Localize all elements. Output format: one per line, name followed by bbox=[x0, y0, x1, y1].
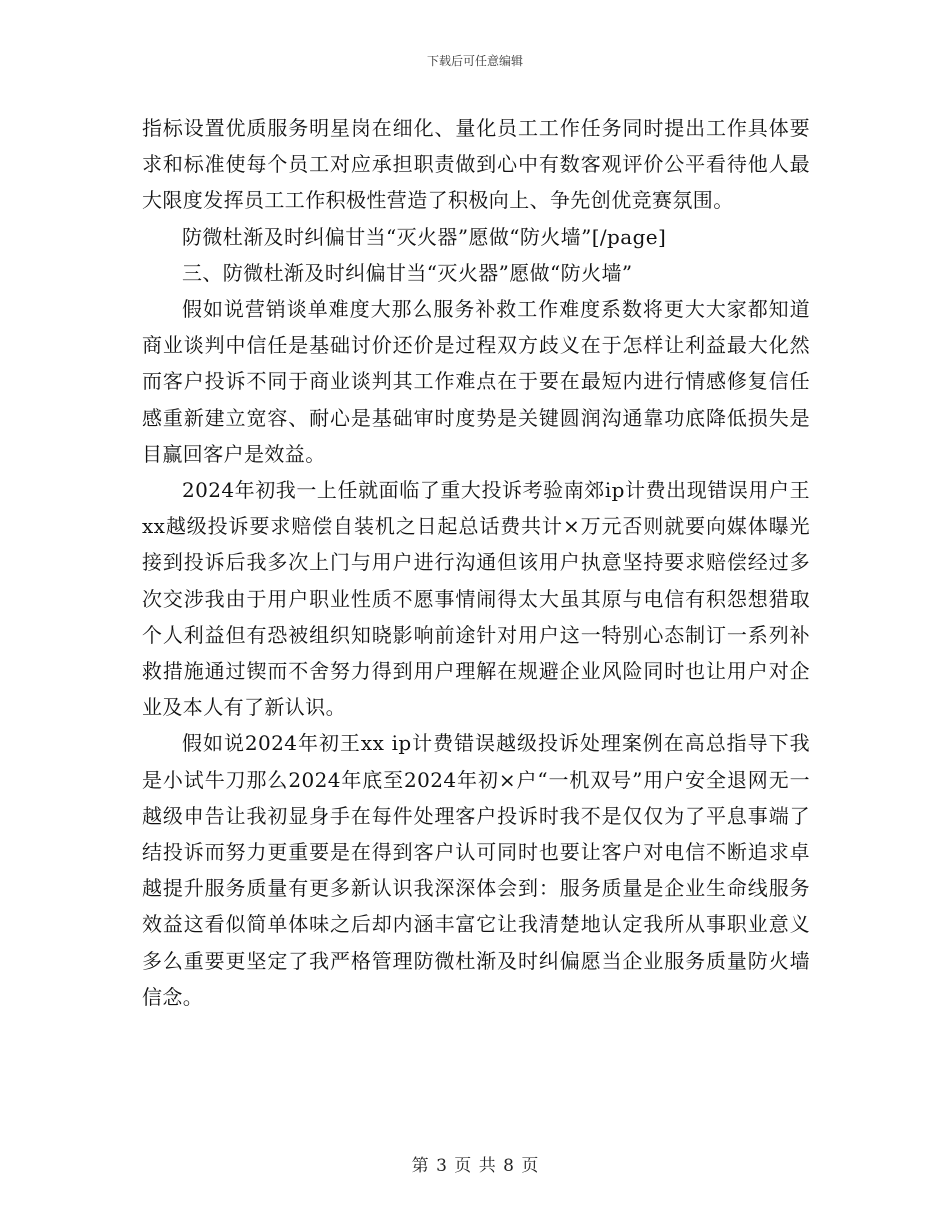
paragraph-4: 2024年初我一上任就面临了重大投诉考验南郊ip计费出现错误用户王xx越级投诉要求赔偿自装机之日起总话费共计×万元否则就要向媒体曝光接到投诉后我多次上门与用户进行沟通但该用户执意坚持要求赔偿经过多次交涉我由于用户职业性质不愿事情闹得太大虽其原与电信有积怨想猎取个人利益但有恐被组织知晓影响前途针对用户这一特别心态制订一系列补救措施通过锲而不舍努力得到用户理解在规避企业风险同时也让用户对企业及本人有了新认识。 bbox=[142, 478, 810, 720]
document-body bbox=[142, 110, 810, 1015]
paragraph-2: 防微杜渐及时纠偏甘当“灭火器”愿做“防火墙”[/page] bbox=[182, 224, 667, 249]
page-number-footer: 第 3 页 共 8 页 bbox=[411, 1156, 539, 1176]
paragraph-3: 假如说营销谈单难度大那么服务补救工作难度系数将更大大家都知道商业谈判中信任是基础讨价还价是过程双方歧义在于怎样让利益最大化然而客户投诉不同于商业谈判其工作难点在于要在最短内进行情感修复信任感重新建立宽容、耐心是基础审时度势是关键圆润沟通靠功底降低损失是目赢回客户是效益。 bbox=[142, 297, 810, 466]
paragraph-5: 假如说2024年初王xx ip计费错误越级投诉处理案例在高总指导下我是小试牛刀那么2024年底至2024年初×户“一机双号”用户安全退网无一越级申告让我初显身手在每件处理客户投诉时我不是仅仅为了平息事端了结投诉而努力更重要是在得到客户认可同时也要让客户对电信不断追求卓越提升服务质量有更多新认识我深深体会到：服务质量是企业生命线服务效益这看似简单体味之后却内涵丰富它让我清楚地认定我所从事职业意义多么重要更坚定了我严格管理防微杜渐及时纠偏愿当企业服务质量防火墙信念。 bbox=[142, 731, 810, 1009]
page-header: 下载后可任意编辑 bbox=[426, 54, 523, 68]
section-heading: 三、防微杜渐及时纠偏甘当“灭火器”愿做“防火墙” bbox=[182, 260, 633, 285]
paragraph-1: 指标设置优质服务明星岗在细化、量化员工工作任务同时提出工作具体要求和标准使每个员工对应承担职责做到心中有数客观评价公平看待他人最大限度发挥员工工作积极性营造了积极向上、争先创优竞赛氛围。 bbox=[142, 116, 810, 213]
